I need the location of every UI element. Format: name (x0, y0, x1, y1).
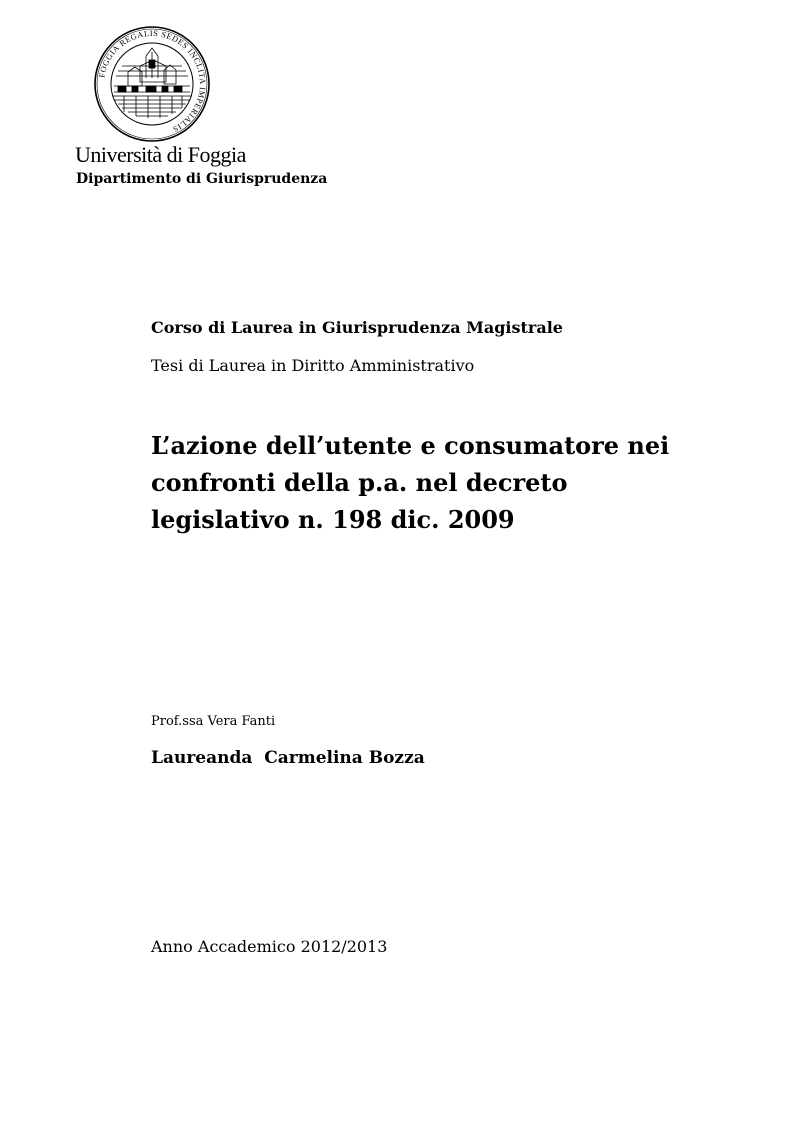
university-seal-logo (94, 26, 210, 142)
academic-year: Anno Accademico 2012/2013 (151, 937, 388, 956)
department-name: Dipartimento di Giurisprudenza (76, 171, 328, 187)
thesis-type: Tesi di Laurea in Diritto Amministrativo (151, 356, 475, 375)
thesis-title-line: L’azione dell’utente e consumatore nei (151, 431, 670, 460)
thesis-title-line: confronti della p.a. nel decreto (151, 468, 568, 497)
university-name: Università di Foggia (75, 142, 246, 167)
thesis-title (151, 427, 751, 538)
degree-course: Corso di Laurea in Giurisprudenza Magistrale (151, 318, 563, 337)
supervisor-name: Prof.ssa Vera Fanti (151, 714, 276, 729)
student-name: Laureanda Carmelina Bozza (151, 748, 425, 768)
thesis-title-line: legislativo n. 198 dic. 2009 (151, 505, 515, 534)
seal-legend-text: FOGGIA REGALIS SEDES INCLITA IMPERIALIS (97, 28, 208, 135)
